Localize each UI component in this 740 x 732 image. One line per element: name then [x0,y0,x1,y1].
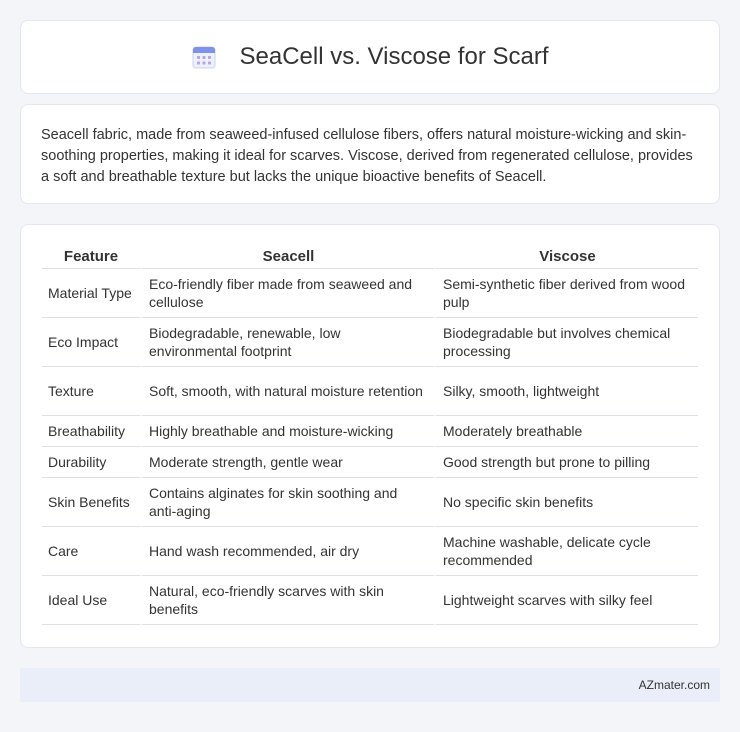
cell-viscose: Silky, smooth, lightweight [434,367,698,416]
table-header-row [42,245,698,269]
table-row [42,478,698,527]
page-title: SeaCell vs. Viscose for Scarf [239,43,549,70]
calendar-icon [191,44,217,70]
cell-feature: Breathability [42,416,140,447]
table-row [42,269,698,318]
footer-brand: AZmater.com [638,678,710,692]
table-row [42,318,698,367]
header-feature: Feature [42,245,140,269]
cell-feature: Material Type [42,269,140,318]
comparison-table-card [20,224,720,648]
cell-viscose: No specific skin benefits [434,478,698,527]
table-row [42,527,698,576]
cell-viscose: Lightweight scarves with silky feel [434,576,698,625]
cell-feature: Eco Impact [42,318,140,367]
cell-feature: Care [42,527,140,576]
cell-seacell: Soft, smooth, with natural moisture retention [140,367,434,416]
cell-feature: Skin Benefits [42,478,140,527]
cell-viscose: Moderately breathable [434,416,698,447]
title-card [20,20,720,94]
cell-seacell: Biodegradable, renewable, low environmental footprint [140,318,434,367]
cell-seacell: Eco-friendly fiber made from seaweed and cellulose [140,269,434,318]
cell-viscose: Semi-synthetic fiber derived from wood pulp [434,269,698,318]
cell-feature: Ideal Use [42,576,140,625]
table-row [42,447,698,478]
cell-seacell: Hand wash recommended, air dry [140,527,434,576]
table-row [42,416,698,447]
cell-viscose: Biodegradable but involves chemical processing [434,318,698,367]
cell-seacell: Highly breathable and moisture-wicking [140,416,434,447]
cell-seacell: Moderate strength, gentle wear [140,447,434,478]
cell-feature: Texture [42,367,140,416]
cell-viscose: Good strength but prone to pilling [434,447,698,478]
cell-seacell: Natural, eco-friendly scarves with skin benefits [140,576,434,625]
comparison-table [42,245,698,625]
cell-feature: Durability [42,447,140,478]
table-row [42,367,698,416]
footer [20,668,720,702]
header-seacell: Seacell [140,245,434,269]
intro-card [20,104,720,204]
cell-seacell: Contains alginates for skin soothing and anti-aging [140,478,434,527]
header-viscose: Viscose [434,245,698,269]
cell-viscose: Machine washable, delicate cycle recommended [434,527,698,576]
table-row [42,576,698,625]
intro-text: Seacell fabric, made from seaweed-infused cellulose fibers, offers natural moisture-wicking and skin-soothing properties, making it ideal for scarves. Viscose, derived from regenerated cellulose, provides a soft and breathable texture but lacks the unique bioactive benefits of Seacell. [41,127,693,185]
